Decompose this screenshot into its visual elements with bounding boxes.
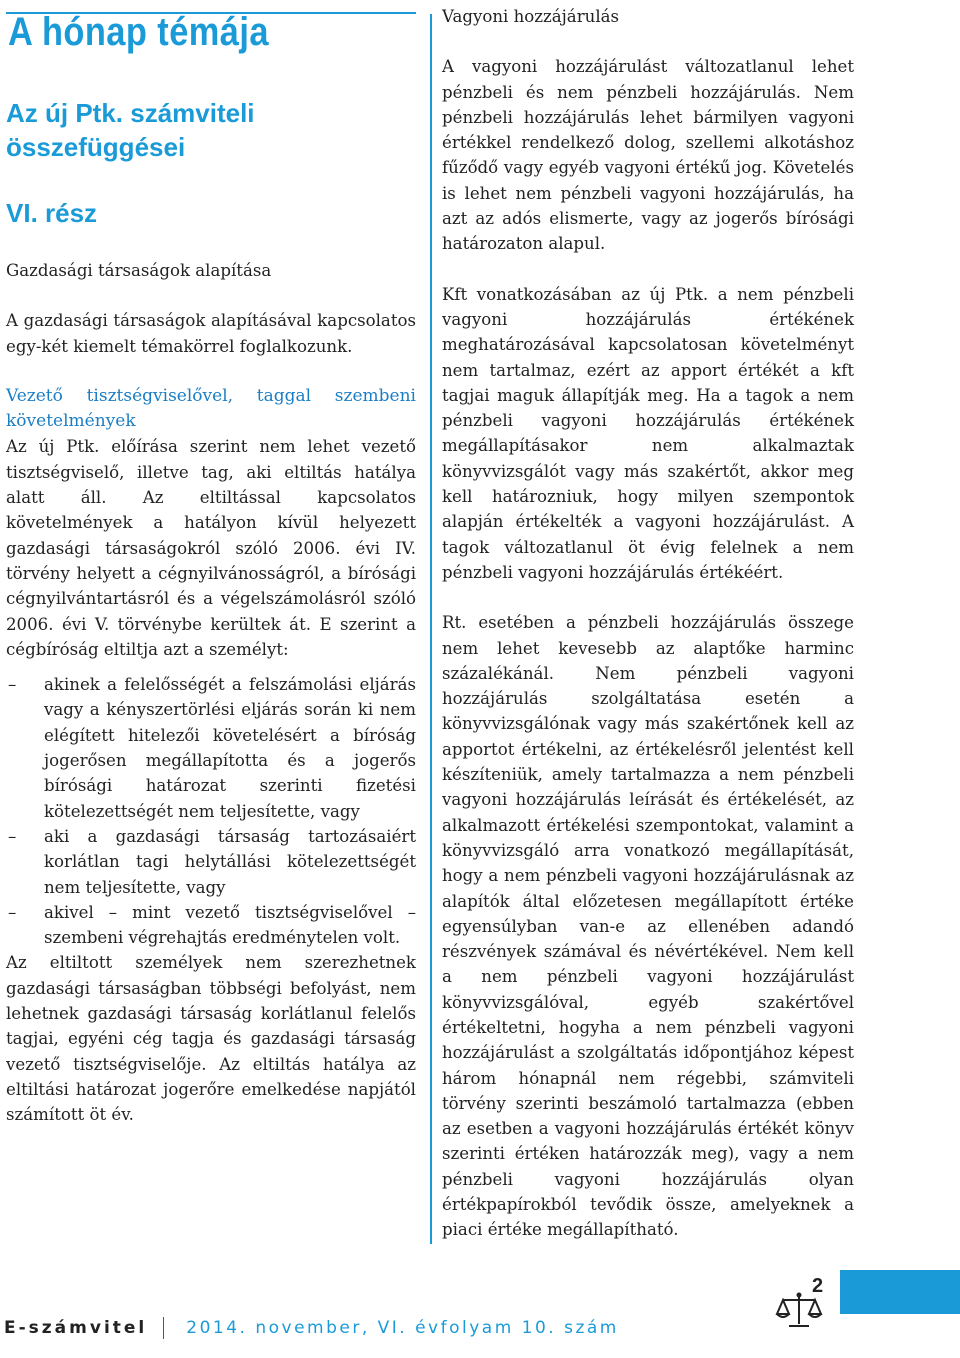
footer-separator	[163, 1317, 164, 1339]
eligibility-list	[6, 672, 416, 950]
list-item: – akivel – mint vezető tisztségviselővel – szembeni végrehajtás eredménytelen volt.	[6, 900, 416, 951]
right-para2: Kft vonatkozásában az új Ptk. a nem pénzbeli vagyoni hozzájárulás értékének meghatározásával kapcsolatosan követelményt nem tartalmaz, ezért az apport értékét a kft tagjai maguk állapítják meg. Ha a tagok a nem pénzbeli vagyoni hozzájárulás értékének megállapításakor nem alkalmaztak könyvvizsgálót vagy más szakértőt, akkor meg kell határozniuk, hogy milyen szempontok alapján értékelték a vagyoni hozzájárulást. A tagok változatlanul öt évig felelnek a nem pénzbeli vagyoni hozzájárulás értékéért.	[442, 284, 854, 582]
scales-icon	[775, 1290, 823, 1330]
column-divider	[430, 14, 432, 1244]
left-column	[6, 258, 416, 1128]
footer	[4, 1317, 619, 1339]
left-subheading: Vezető tisztségviselővel, taggal szembeni követelmények	[6, 385, 416, 432]
right-para3: Rt. esetében a pénzbeli hozzájárulás összege nem lehet kevesebb az alaptőke harminc százalékánál. Nem pénzbeli vagyoni hozzájárulás szolgáltatása esetén a könyvvizsgálónak vagy más szakértőnek kell az apportot értékelni, az értékelésről jelentést kell készíteniük, amely tartalmazza a nem pénzbeli vagyoni hozzájárulás leírását és értékelését, az alkalmazott értékelési szempontokat, valamint a könyvvizsgáló arra vonatkozó megállapítását, hogy a nem pénzbeli vagyoni hozzájárulásnak az alapítók által előzetesen megállapított értéke egyensúlyban van-e az ellenében adandó részvények számával és névértékével. Nem kell a nem pénzbeli vagyoni hozzájárulást könyvvizsgálóval, egyéb szakértővel értékeltetni, hogyha a nem pénzbeli vagyoni hozzájárulást a szolgáltatás időpontjához képest három hónapnál nem régebbi, számviteli törvény szerinti beszámoló tartalmazza (ebben az esetben a vagyoni hozzájárulás értékét könyv szerinti értéken határozzák meg), vagy a nem pénzbeli vagyoni hozzájárulás olyan értékpapírokból tevődik össze, amelyeknek a piaci értéke megállapítható.	[442, 613, 854, 1240]
list-item: – akinek a felelősségét a felszámolási eljárás vagy a kényszertörlési eljárás során ki nem elégített hitelezői követelésért a bíróság jogerősen megállapította és a jogerős bírósági határozat szerinti fizetési kötelezettségét nem teljesítette, vagy	[6, 672, 416, 824]
left-intro: A gazdasági társaságok alapításával kapcsolatos egy-két kiemelt témakörrel foglalkozunk.	[6, 311, 416, 356]
footer-band	[840, 1270, 960, 1314]
right-para1: A vagyoni hozzájárulást változatlanul lehet pénzbeli és nem pénzbeli hozzájárulás. Nem pénzbeli hozzájárulás lehet bármilyen vagyoni értékkel rendelkező dolog, szellemi alkotáshoz fűződő vagy egyéb vagyoni értékű jog. Követelés is lehet nem pénzbeli vagyoni hozzájárulás, ha azt az adós elismerte, vagy az jogerős bírósági határozaton alapul.	[442, 57, 854, 254]
section-title: A hónap témája	[8, 10, 269, 54]
footer-brand: E-számvitel	[4, 1318, 148, 1338]
left-heading: Gazdasági társaságok alapítása	[6, 261, 272, 280]
page-number: 2	[812, 1275, 824, 1297]
right-column	[442, 4, 854, 1243]
list-item: – aki a gazdasági társaság tartozásaiért korlátlan tagi helytállási kötelezettségét nem teljesítette, vagy	[6, 824, 416, 900]
right-heading: Vagyoni hozzájárulás	[442, 7, 620, 26]
footer-issue: 2014. november, VI. évfolyam 10. szám	[186, 1318, 619, 1338]
article-title: Az új Ptk. számviteli összefüggései	[6, 98, 255, 162]
left-para2: Az eltiltott személyek nem szerezhetnek gazdasági társaságban többségi befolyást, nem lehetnek gazdasági társaság korlátlanul felelős tagjai, egyéni cég tagja és gazdasági társaság vezető tisztségviselője. Az eltiltás hatálya az eltiltási határozat jogerőre emelkedése napjától számított öt év.	[6, 953, 416, 1125]
left-para1: Az új Ptk. előírása szerint nem lehet vezető tisztségviselő, illetve tag, aki eltiltás hatálya alatt áll. Az eltiltással kapcsolatos követelmények a hatályon kívül helyezett gazdasági társaságokról szóló 2006. évi IV. törvény helyett a cégnyilvánosságról, a bírósági cégnyilvántartásról és a végelszámolásról szóló 2006. évi V. törvénybe kerültek át. E szerint a cégbíróság eltiltja azt a személyt:	[6, 437, 416, 659]
article-part: VI. rész	[6, 198, 98, 228]
